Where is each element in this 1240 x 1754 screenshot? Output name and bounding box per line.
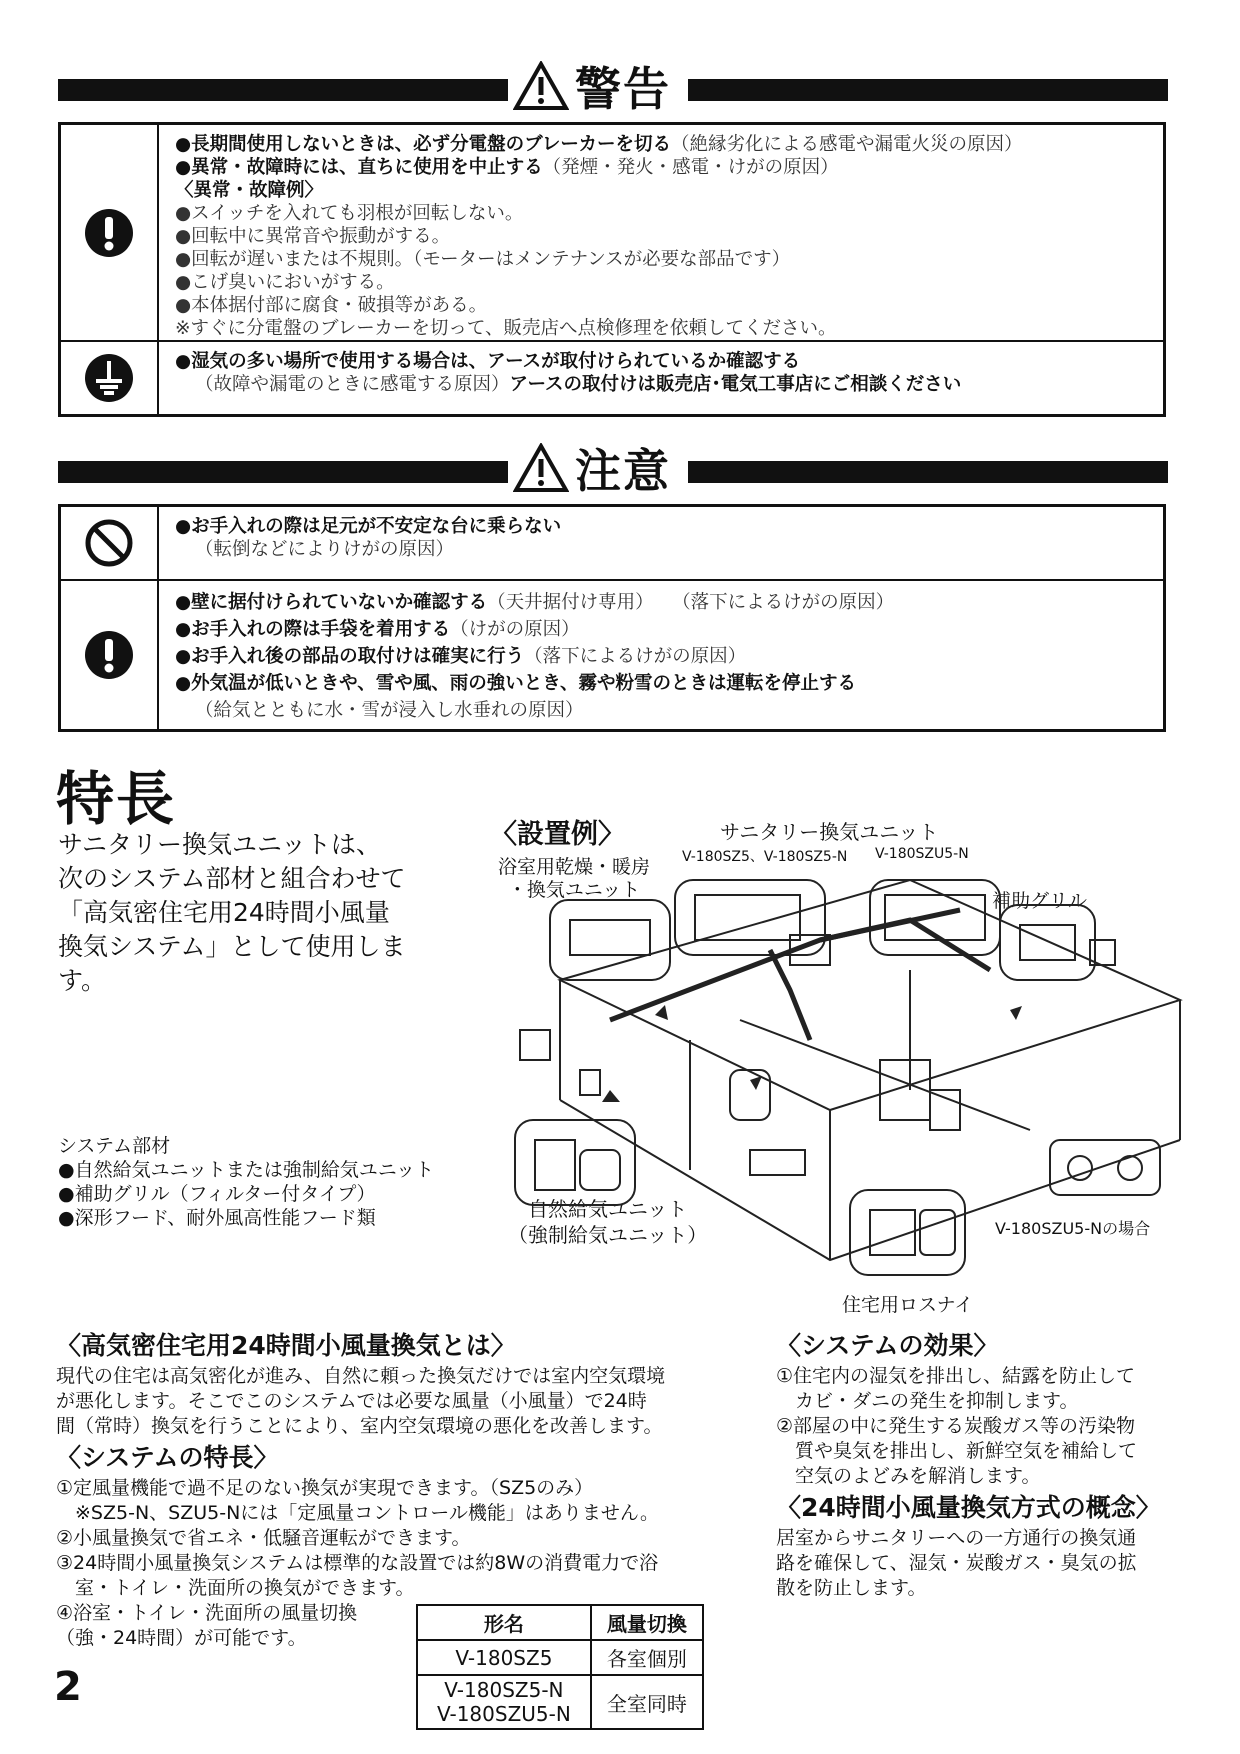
banner-bar-left — [58, 461, 508, 483]
prohibited-icon — [84, 518, 134, 568]
section-system-effects — [776, 1326, 1206, 1489]
caution-step-line: ●お手入れの際は足元が不安定な台に乗らない — [175, 516, 562, 537]
section-line: ②部屋の中に発生する炭酸ガス等の汚染物 — [776, 1415, 1136, 1437]
system-parts-title: システム部材 — [58, 1135, 171, 1157]
section-line: ※SZ5-N、SZU5-Nには「定風量コントロール機能」はありません。 — [56, 1502, 660, 1524]
spec-header-model: 形名 — [417, 1605, 591, 1640]
warning-line — [175, 179, 1023, 202]
section-line: 室・トイレ・洗面所の換気ができます。 — [56, 1577, 415, 1599]
bath-unit-label: 浴室用乾燥・暖房 ・換気ユニット — [498, 856, 651, 901]
lossnay-label: 住宅用ロスナイ — [842, 1294, 974, 1316]
warning-line-normal: （発煙・発火・感電・けがの原因） — [542, 157, 839, 178]
section-line: 質や臭気を排出し、新鮮空気を補給して — [776, 1440, 1138, 1462]
warning-line-normal: （絶縁劣化による感電や漏電火災の原因） — [671, 134, 1023, 155]
warning-row-2 — [61, 342, 1163, 414]
system-parts — [58, 1134, 434, 1230]
caution-line-bold: ●お手入れの際は手袋を着用する — [175, 619, 451, 640]
section-line: 居室からサニタリーへの一方通行の換気通 — [776, 1527, 1137, 1549]
warning-title: 警告 — [575, 62, 671, 116]
intro-line: 「高気密住宅用24時間小風量 — [58, 898, 390, 927]
warning-line-bold: ●長期間使用しないときは、必ず分電盤のブレーカーを切る — [175, 134, 672, 155]
natural-supply-label: 自然給気ユニット （強制給気ユニット） — [508, 1197, 708, 1247]
section-line: カビ・ダニの発生を抑制します。 — [776, 1390, 1079, 1412]
caution-row-1 — [61, 507, 1163, 581]
section-concept-title: 〈24時間小風量換気方式の概念〉 — [776, 1493, 1161, 1522]
warning-earth-reason: （故障や漏電のときに感電する原因） — [195, 374, 510, 395]
spec-r1-mode: 各室個別 — [591, 1640, 703, 1675]
warning-line — [175, 271, 1023, 294]
system-part-item: ●深形フード、耐外風高性能フード類 — [58, 1207, 376, 1229]
warning-table — [58, 122, 1166, 417]
features-title: 特長 — [56, 765, 177, 833]
caution-table — [58, 504, 1166, 732]
ground-earth-icon — [84, 353, 134, 403]
section-concept — [776, 1488, 1206, 1601]
warning-earth-line: ●湿気の多い場所で使用する場合は、アースが取付けられているか確認する — [175, 351, 801, 372]
section-line: 間（常時）換気を行うことにより、室内空気環境の悪化を改善します。 — [56, 1415, 663, 1437]
warning-banner — [58, 62, 1168, 116]
caution-line-bold: ●壁に据付けられていないか確認する — [175, 592, 488, 613]
caution-line — [175, 643, 894, 670]
installation-diagram — [490, 840, 1210, 1300]
system-part-item: ●自然給気ユニットまたは強制給気ユニット — [58, 1159, 435, 1181]
caution-line — [175, 697, 894, 724]
section-line: ②小風量換気で省エネ・低騒音運転ができます。 — [56, 1527, 471, 1549]
warning-line — [175, 202, 1023, 225]
warning-line-normal: ●本体据付部に腐食・破損等がある。 — [175, 295, 488, 316]
section-line: ③24時間小風量換気システムは標準的な設置では約8Wの消費電力で浴 — [56, 1552, 659, 1574]
section-effects-title: 〈システムの効果〉 — [776, 1331, 999, 1360]
spec-r2-mode: 全室同時 — [591, 1675, 703, 1729]
szu-case-label: V-180SZU5-Nの場合 — [995, 1219, 1151, 1238]
section-line: 現代の住宅は高気密化が進み、自然に頼った換気だけでは室内空気環境 — [56, 1365, 666, 1387]
caution-banner — [58, 444, 1168, 498]
section-24h-title: 〈高気密住宅用24時間小風量換気とは〉 — [56, 1331, 516, 1360]
intro-line: す。 — [58, 966, 107, 995]
warning-line-normal: ●回転が遅いまたは不規則。（モーターはメンテナンスが必要な部品です） — [175, 249, 791, 270]
banner-bar-right — [688, 461, 1168, 483]
warning-line-bold: ●異常・故障時には、直ちに使用を中止する — [175, 157, 543, 178]
warning-line — [175, 248, 1023, 271]
mandatory-exclamation-icon — [84, 630, 134, 680]
warning-line-normal: ●こげ臭いにおいがする。 — [175, 272, 395, 293]
caution-line-normal: （給気とともに水・雪が浸入し水垂れの原因） — [195, 700, 584, 721]
section-line: ④浴室・トイレ・洗面所の風量切換 — [56, 1602, 358, 1624]
warning-line — [175, 225, 1023, 248]
model-b-label: V-180SZU5-N — [875, 846, 969, 862]
warning-earth-advice: アースの取付けは販売店･電気工事店にご相談ください — [509, 374, 962, 395]
caution-row-2 — [61, 581, 1163, 729]
warning-line-normal: ※すぐに分電盤のブレーカーを切って、販売店へ点検修理を依頼してください。 — [175, 318, 837, 339]
caution-line-normal: （けがの原因） — [450, 619, 580, 640]
warning-line — [175, 294, 1023, 317]
model-a-label: V-180SZ5、V-180SZ5-N — [682, 849, 848, 865]
model-spec-table — [416, 1604, 704, 1730]
section-line: ①住宅内の湿気を排出し、結露を防止して — [776, 1365, 1136, 1387]
intro-line: 換気システム」として使用しま — [58, 932, 406, 961]
warning-line — [175, 317, 1023, 340]
banner-bar-left — [58, 79, 508, 101]
spec-r2-models: V-180SZ5-N V-180SZU5-N — [417, 1675, 591, 1729]
caution-line — [175, 616, 894, 643]
warning-line-bold: 〈異常・故障例〉 — [175, 180, 324, 201]
caution-line — [175, 670, 894, 697]
sanitary-unit-label: サニタリー換気ユニット — [720, 820, 939, 844]
mandatory-exclamation-icon — [84, 208, 134, 258]
warning-line — [175, 133, 1023, 156]
warning-line — [175, 156, 1023, 179]
caution-line-normal: （落下によるけがの原因） — [524, 646, 747, 667]
section-24h-ventilation — [56, 1326, 756, 1439]
caution-triangle-icon — [513, 443, 569, 493]
section-line: 散を防止します。 — [776, 1577, 927, 1599]
spec-r1-model: V-180SZ5 — [417, 1640, 591, 1675]
section-line: （強・24時間）が可能です。 — [56, 1627, 307, 1649]
caution-line-bold: ●外気温が低いときや、雪や風、雨の強いとき、霧や粉雪のときは運転を停止する — [175, 673, 857, 694]
section-line: 空気のよどみを解消します。 — [776, 1465, 1041, 1487]
caution-line-normal: （天井据付け専用） （落下によるけがの原因） — [487, 592, 895, 613]
warning-row-1 — [61, 125, 1163, 342]
caution-text-1 — [159, 507, 575, 579]
warning-triangle-icon — [513, 61, 569, 111]
section-line: ①定風量機能で過不足のない換気が実現できます。（SZ5のみ） — [56, 1477, 594, 1499]
system-part-item: ●補助グリル（フィルター付タイプ） — [58, 1183, 376, 1205]
caution-title: 注意 — [575, 444, 671, 498]
caution-line-bold: ●お手入れ後の部品の取付けは確実に行う — [175, 646, 525, 667]
section-line: が悪化します。そこでこのシステムでは必要な風量（小風量）で24時 — [56, 1390, 647, 1412]
warning-text-2 — [159, 342, 975, 414]
intro-line: 次のシステム部材と組合わせて — [58, 864, 406, 893]
features-intro — [58, 828, 406, 998]
caution-line — [175, 589, 894, 616]
section-line: 路を確保して、湿気・炭酸ガス・臭気の拡 — [776, 1552, 1137, 1574]
caution-step-reason: （転倒などによりけがの原因） — [195, 539, 455, 560]
warning-line-normal: ●回転中に異常音や振動がする。 — [175, 226, 451, 247]
intro-line: サニタリー換気ユニットは、 — [58, 830, 382, 859]
caution-text-2 — [159, 581, 908, 729]
spec-header-mode: 風量切換 — [591, 1605, 703, 1640]
warning-text-1 — [159, 125, 1037, 340]
section-features-title: 〈システムの特長〉 — [56, 1443, 279, 1472]
warning-line-normal: ●スイッチを入れても羽根が回転しない。 — [175, 203, 524, 224]
diagram-title: 〈設置例〉 — [490, 819, 625, 850]
page-number: 2 — [54, 1664, 82, 1710]
banner-bar-right — [688, 79, 1168, 101]
aux-grill-label: 補助グリル — [992, 890, 1088, 912]
